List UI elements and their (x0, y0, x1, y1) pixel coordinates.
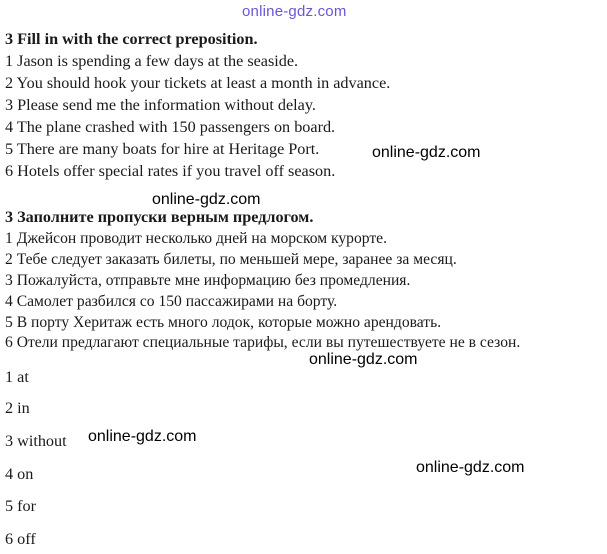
header-watermark: online-gdz.com (242, 3, 347, 20)
english-sentence-2: 2 You should hook your tickets at least a month in advance. (5, 74, 391, 92)
answer-1: 1 at (5, 368, 29, 386)
russian-sentence-2: 2 Тебе следует заказать билеты, по меньшей мере, заранее за месяц. (5, 251, 457, 268)
russian-heading: 3 Заполните пропуски верным предлогом. (5, 208, 314, 226)
watermark-2: online-gdz.com (152, 191, 261, 208)
english-sentence-5: 5 There are many boats for hire at Heritage Port. (5, 140, 320, 158)
answer-3: 3 without (5, 432, 67, 450)
answer-5: 5 for (5, 497, 37, 515)
russian-sentence-3: 3 Пожалуйста, отправьте мне информацию без промедления. (5, 272, 411, 289)
answer-6: 6 off (5, 530, 36, 548)
english-heading: 3 Fill in with the correct preposition. (5, 30, 258, 48)
english-sentence-3: 3 Please send me the information without delay. (5, 96, 316, 114)
english-sentence-6: 6 Hotels offer special rates if you travel off season. (5, 162, 336, 180)
answer-4: 4 on (5, 465, 34, 483)
watermark-1: online-gdz.com (372, 144, 481, 161)
watermark-3: online-gdz.com (309, 351, 418, 368)
russian-sentence-5: 5 В порту Херитаж есть много лодок, которые можно арендовать. (5, 314, 442, 331)
russian-sentence-4: 4 Самолет разбился со 150 пассажирами на борту. (5, 293, 338, 310)
watermark-4: online-gdz.com (88, 428, 197, 445)
english-sentence-1: 1 Jason is spending a few days at the seaside. (5, 52, 299, 70)
watermark-5: online-gdz.com (416, 459, 525, 476)
answer-2: 2 in (5, 399, 30, 417)
english-sentence-4: 4 The plane crashed with 150 passengers on board. (5, 118, 336, 136)
russian-sentence-6: 6 Отели предлагают специальные тарифы, если вы путешествуете не в сезон. (5, 334, 521, 351)
russian-sentence-1: 1 Джейсон проводит несколько дней на морском курорте. (5, 230, 387, 247)
